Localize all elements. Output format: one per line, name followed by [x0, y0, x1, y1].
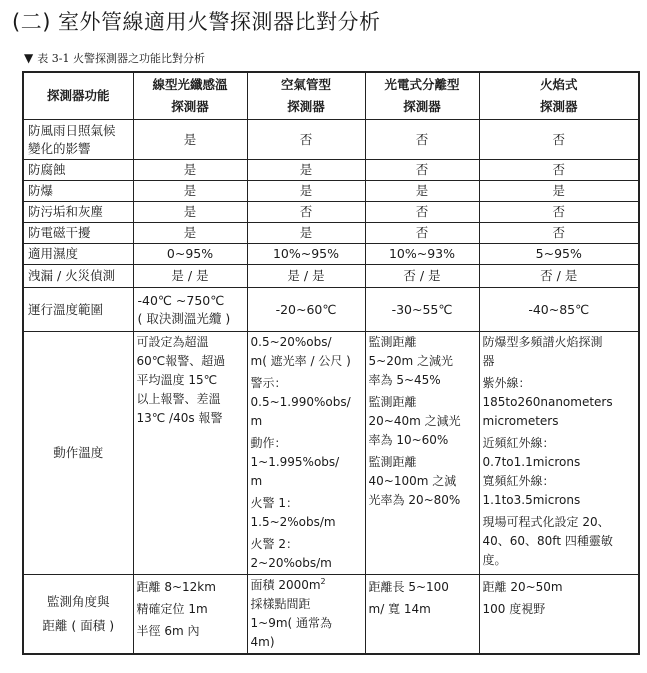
cell-line: 率為 10~60% [368, 433, 449, 447]
row-label-line: 監測角度與 [46, 594, 110, 609]
header-line: 光電式分離型 [384, 77, 460, 92]
row-label: 動作溫度 [23, 332, 133, 575]
header-line: 空氣管型 [280, 77, 331, 92]
cell-line: 13℃ /40s 報警 [136, 411, 223, 425]
table-cell: 是 / 是 [247, 265, 365, 288]
table-row [23, 223, 639, 244]
cell-line: -40℃ ~750℃ [137, 292, 225, 308]
table-cell: 是 [365, 181, 479, 202]
cell-line: 距離 8~12km [136, 580, 216, 594]
action-temperature-row [23, 332, 639, 575]
row-label-line: 洩漏 / 火災偵測 [28, 268, 116, 283]
header-cell-detector [479, 72, 639, 120]
cell-line: 距離 20~50m [482, 580, 563, 594]
table-caption [24, 50, 205, 66]
table-cell: 是 [479, 181, 639, 202]
table-row [23, 120, 639, 160]
cell-line: m( 遮光率 / 公尺 ) [250, 354, 351, 368]
table-cell: -30~55℃ [365, 288, 479, 332]
table-cell: 是 / 是 [133, 265, 247, 288]
table-cell: 否 [365, 223, 479, 244]
action-cell-fiber [133, 332, 247, 575]
table-cell: 否 [365, 160, 479, 181]
table-cell: 否 [479, 202, 639, 223]
area-superscript: 2 [320, 577, 326, 586]
action-cell-photoelectric [365, 332, 479, 575]
header-line: 探測器 [403, 99, 441, 114]
cell-line: 可設定為超溫 [136, 335, 209, 349]
table-row [23, 181, 639, 202]
cell-line: 監測距離 [368, 335, 417, 349]
cell-line: 2~20%obs/m [250, 556, 332, 570]
cell-line: 精確定位 1m [136, 602, 208, 616]
cell-line: 1.5~2%obs/m [250, 515, 336, 529]
row-label [23, 575, 133, 655]
cell-line: 100 度視野 [482, 602, 546, 616]
header-cell-detector [365, 72, 479, 120]
table-cell: 是 [247, 223, 365, 244]
header-row [23, 72, 639, 120]
row-label [23, 181, 133, 202]
header-cell-detector [247, 72, 365, 120]
row-label [23, 244, 133, 265]
row-label-line: 防腐蝕 [28, 162, 66, 177]
area-text: 面積 2000m [250, 578, 321, 592]
table-cell: 是 [247, 181, 365, 202]
table-cell: 10%~93% [365, 244, 479, 265]
row-label [23, 202, 133, 223]
cell-line: 器 [482, 354, 495, 368]
table-cell: 否 [479, 223, 639, 244]
row-label-line: 防污垢和灰塵 [28, 204, 104, 219]
cell-line: m/ 寬 14m [368, 602, 431, 616]
row-label-line: 運行溫度範圍 [28, 301, 104, 317]
cell-line: 4m) [250, 635, 275, 649]
table-cell: 否 [479, 160, 639, 181]
cell-line: 動作： [250, 436, 287, 450]
row-label-line: 防電磁干擾 [28, 225, 91, 240]
header-line: 線型光纖感溫 [152, 77, 228, 92]
cell-line: 1.1to3.5microns [482, 493, 581, 507]
table-cell: 是 [133, 202, 247, 223]
header-cell-function [23, 72, 133, 120]
range-cell-fiber [133, 575, 247, 655]
cell-line: 40~100m 之減 [368, 474, 457, 488]
cell-line: 防爆型多頻譜火焰探測 [482, 335, 603, 349]
cell-line: 0.5~20%obs/ [250, 335, 332, 349]
cell-line: m [250, 474, 263, 488]
range-cell-photoelectric [365, 575, 479, 655]
row-label [23, 223, 133, 244]
cell-line: ( 取決測溫光纜 ) [137, 310, 231, 326]
cell-line: 監測距離 [368, 395, 417, 409]
table-cell: 0~95% [133, 244, 247, 265]
table-cell: 是 [133, 223, 247, 244]
table-cell: 10%~95% [247, 244, 365, 265]
row-label [23, 288, 133, 332]
monitoring-range-row [23, 575, 639, 655]
table-cell: -40~85℃ [479, 288, 639, 332]
cell-line: 採樣點間距 [250, 597, 311, 611]
section-heading: (二) 室外管線適用火警探測器比對分析 [12, 10, 381, 34]
cell-line: 光率為 20~80% [368, 493, 461, 507]
cell-line: 1~1.995%obs/ [250, 455, 340, 469]
table-cell [133, 288, 247, 332]
table-cell: 否 [247, 120, 365, 160]
cell-line: 5~20m 之減光 [368, 354, 453, 368]
cell-line [251, 576, 362, 595]
row-label [23, 160, 133, 181]
cell-line: 0.7to1.1microns [482, 455, 581, 469]
table-cell: 否 [479, 120, 639, 160]
table-cell: 否 [365, 202, 479, 223]
cell-line: 40、60、80ft 四種靈敏 [482, 534, 613, 548]
table-cell: 否 / 是 [365, 265, 479, 288]
caption-text: 表 3-1 火警探測器之功能比對分析 [37, 52, 205, 65]
row-label-line: 防爆 [28, 183, 54, 198]
action-cell-flame [479, 332, 639, 575]
table-row [23, 202, 639, 223]
header-line: 探測器功能 [46, 88, 110, 103]
row-label-line: 變化的影響 [28, 140, 91, 156]
table-cell: 是 [133, 120, 247, 160]
cell-line: 度。 [482, 553, 507, 567]
cell-line: 0.5~1.990%obs/ [250, 395, 351, 409]
cell-line: 60℃報警、超過 [136, 354, 226, 368]
header-line: 火焰式 [539, 77, 578, 92]
cell-line: 距離長 5~100 [368, 580, 449, 594]
table-row [23, 265, 639, 288]
cell-line: 監測距離 [368, 455, 417, 469]
table-cell: 5~95% [479, 244, 639, 265]
header-line: 探測器 [539, 99, 578, 114]
header-line: 探測器 [171, 99, 209, 114]
cell-line: 20~40m 之減光 [368, 414, 461, 428]
cell-line: 1~9m( 通常為 [250, 616, 333, 630]
cell-line: 185to260nanometers [482, 395, 613, 409]
row-label [23, 265, 133, 288]
cell-line: 半徑 6m 內 [136, 624, 200, 638]
table-cell: 是 [133, 181, 247, 202]
cell-line: 警示： [250, 376, 287, 390]
range-cell-flame [479, 575, 639, 655]
cell-line: 火警 1： [250, 496, 298, 510]
table-row [23, 288, 639, 332]
detector-comparison-table [22, 71, 640, 655]
range-cell-air-tube [247, 575, 365, 655]
cell-line: 現場可程式化設定 20、 [482, 515, 610, 529]
row-label-line: 防風雨日照氣候 [28, 122, 116, 138]
table-row [23, 160, 639, 181]
table-row [23, 244, 639, 265]
cell-line: 紫外線： [482, 376, 531, 390]
table-cell: 否 [247, 202, 365, 223]
cell-line: 平均溫度 15℃ [136, 373, 218, 387]
table-cell: -20~60℃ [247, 288, 365, 332]
action-cell-air-tube [247, 332, 365, 575]
cell-line: 寬頻紅外線： [482, 474, 555, 488]
cell-line: 率為 5~45% [368, 373, 441, 387]
header-line: 探測器 [287, 99, 325, 114]
cell-line: m [250, 414, 263, 428]
table-cell: 否 / 是 [479, 265, 639, 288]
header-cell-detector [133, 72, 247, 120]
table-cell: 是 [133, 160, 247, 181]
table-cell: 是 [247, 160, 365, 181]
cell-line: micrometers [482, 414, 559, 428]
triangle-marker-icon: ▼ [24, 51, 34, 65]
cell-line: 以上報警、差溫 [136, 392, 221, 406]
table-cell: 否 [365, 120, 479, 160]
row-label [23, 120, 133, 160]
cell-line: 近頻紅外線： [482, 436, 555, 450]
cell-line: 火警 2： [250, 537, 298, 551]
row-label-line: 適用濕度 [28, 246, 79, 261]
row-label-line: 距離 ( 面積 ) [42, 618, 115, 633]
